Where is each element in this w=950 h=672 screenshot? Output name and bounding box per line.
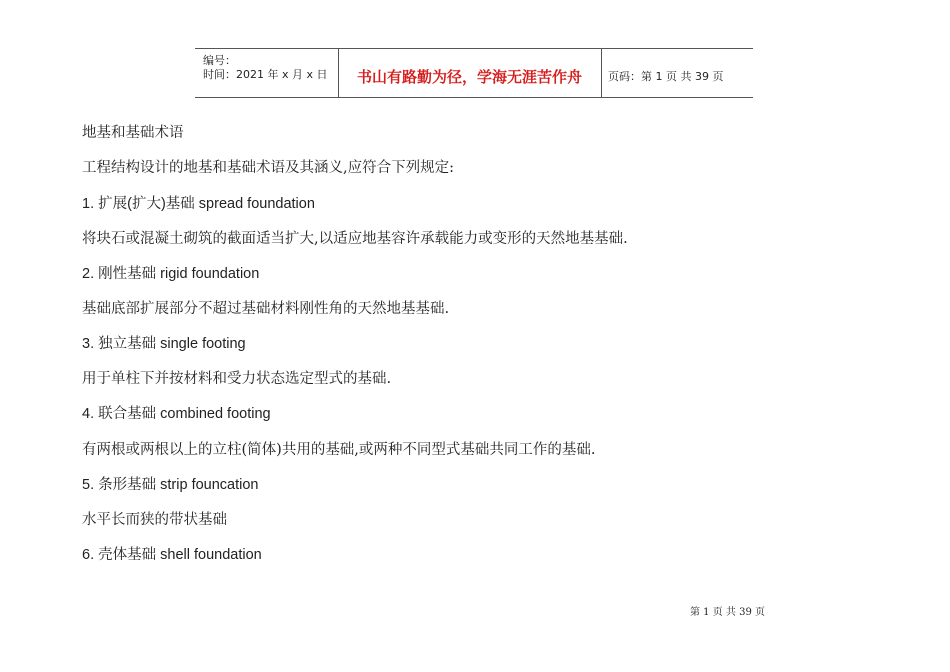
term-heading: 3. 独立基础 single footing [82,336,246,352]
term-definition: 用于单柱下并按材料和受力状态选定型式的基础. [82,371,392,387]
term-definition: 将块石或混凝土砌筑的截面适当扩大,以适应地基容许承载能力或变形的天然地基基础. [82,231,628,247]
document-number-label: 编号： [203,54,236,67]
term-definition: 基础底部扩展部分不超过基础材料刚性角的天然地基基础. [82,301,450,317]
term-heading: 5. 条形基础 strip founcation [82,477,259,493]
term-definition: 水平长而狭的带状基础 [82,512,227,528]
term-heading: 1. 扩展(扩大)基础 spread foundation [82,196,315,212]
header-motto: 书山有路勤为径，学海无涯苦作舟 [356,68,582,86]
term-heading: 2. 刚性基础 rigid foundation [82,266,260,282]
header-motto-cell [338,49,602,97]
page-footer: 第 1 页 共 39 页 [690,607,765,618]
intro-paragraph: 工程结构设计的地基和基础术语及其涵义,应符合下列规定: [82,160,454,176]
term-definition: 有两根或两根以上的立柱(简体)共用的基础,或两种不同型式基础共同工作的基础. [82,442,596,458]
term-heading: 6. 壳体基础 shell foundation [82,547,262,563]
document-time-label: 时间：2021 年 x 月 x 日 [203,68,328,81]
header-page-cell [602,49,753,97]
header-info-cell [195,49,339,97]
document-title: 地基和基础术语 [82,125,184,141]
term-heading: 4. 联合基础 combined footing [82,406,271,422]
page-header [195,48,753,98]
header-page-info: 页码：第 1 页 共 39 页 [608,70,724,83]
